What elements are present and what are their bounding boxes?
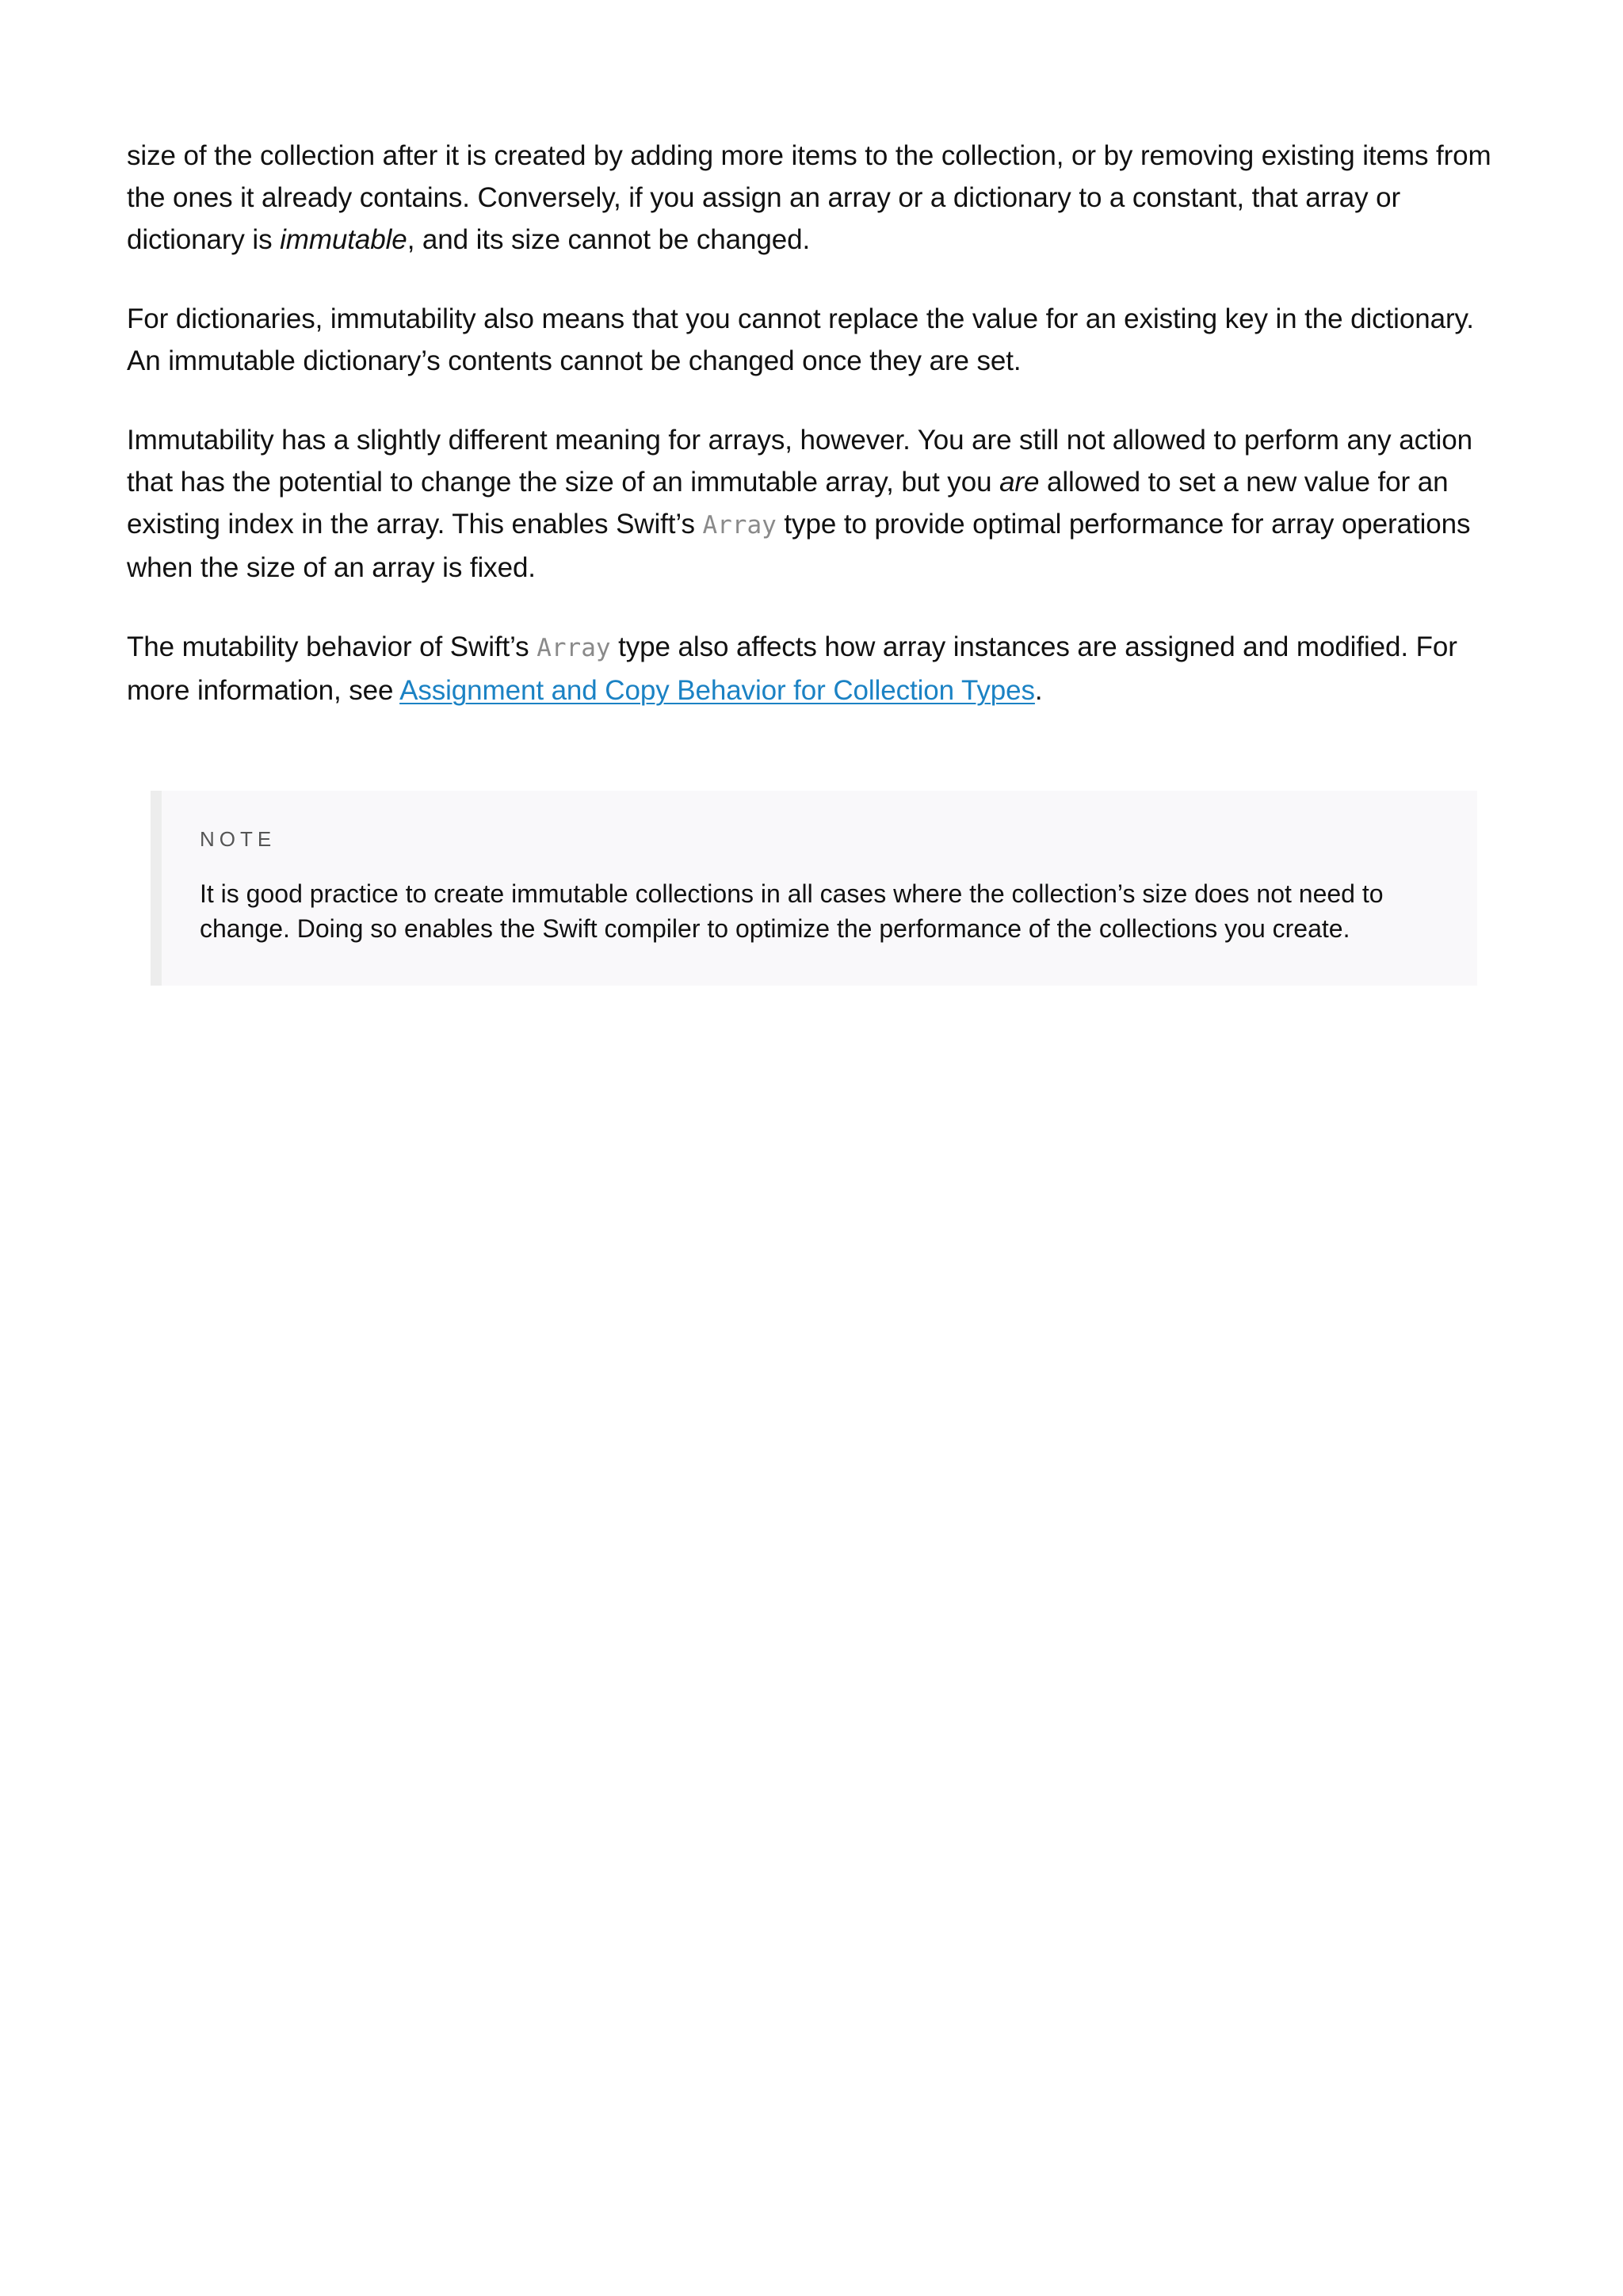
paragraph-text: allowed to set a new value for an existing index in the array. This enables Swift’s xyxy=(127,467,1449,540)
emphasis-immutable: immutable xyxy=(280,224,407,255)
inline-code-array: Array xyxy=(537,634,611,662)
note-title: NOTE xyxy=(200,827,277,851)
paragraph-mutability-behavior xyxy=(127,626,1506,711)
paragraph-text: . xyxy=(1034,675,1043,706)
paragraph-text: , and its size cannot be changed. xyxy=(407,224,811,255)
link-assignment-copy-behavior[interactable]: Assignment and Copy Behavior for Collection Types xyxy=(399,675,1035,706)
paragraph-text: For dictionaries, immutability also means that you cannot replace the value for an existing key in the dictionary. An immutable dictionary’s contents cannot be changed once they are set. xyxy=(127,303,1474,376)
paragraph-text: The mutability behavior of Swift’s xyxy=(127,631,537,662)
emphasis-are: are xyxy=(999,467,1040,498)
paragraph-text: size of the collection after it is created by adding more items to the collection, or by removing existing items from the ones it already contains. Conversely, if you assign an array or a dictionary to a constant, that array or dictionary is xyxy=(127,140,1491,255)
note-box xyxy=(151,791,1477,986)
paragraph-text: type to provide optimal performance for array operations when the size of an array is fixed. xyxy=(127,509,1471,583)
document-body xyxy=(127,135,1506,749)
paragraph-text: type also affects how array instances are assigned and modified. For more information, see xyxy=(127,631,1457,706)
inline-code-array: Array xyxy=(702,511,777,540)
paragraph-text: Immutability has a slightly different meaning for arrays, however. You are still not allowed to perform any action that has the potential to change the size of an immutable array, but you xyxy=(127,425,1472,498)
paragraph-arrays-immutability xyxy=(127,419,1506,589)
paragraph-mutability xyxy=(127,135,1506,261)
paragraph-dictionaries xyxy=(127,298,1506,382)
note-text: It is good practice to create immutable collections in all cases where the collection’s size does not need to change. Doing so enables the Swift compiler to optimize the performance of the collections you create. xyxy=(200,879,1384,943)
